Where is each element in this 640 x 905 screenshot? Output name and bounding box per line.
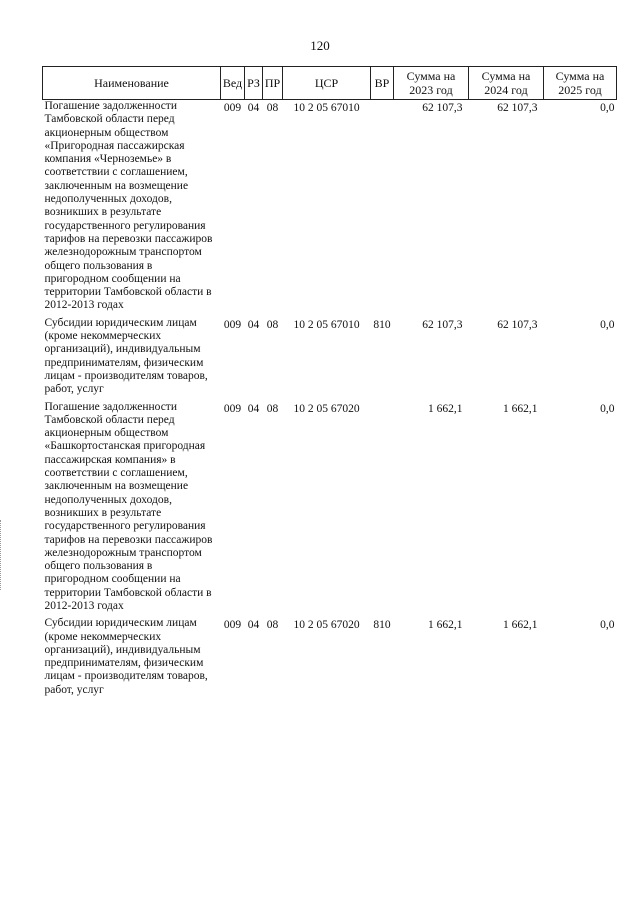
row-rz: 04	[247, 318, 260, 331]
row-name: Погашение задолженности Тамбовской области перед акционерным обществом «Башкортостанская пригородная пассажирская компания» в соответствии с соглашением, заключенным на возмещение недополученных доходов, возникших в результате государственного регулирования тарифов на перевозки пассажиров железнодорожным транспортом общего пользования в пригородном сообщении на территории Тамбовской области в 2012-2013 годах	[44, 400, 213, 612]
row-sum-2023: 1 662,1	[428, 619, 463, 632]
row-pr: 08	[266, 619, 279, 632]
row-csr: 10 2 05 67010	[293, 102, 360, 114]
row-sum-2023: 62 107,3	[422, 318, 463, 331]
row-ved: 009	[223, 318, 242, 331]
row-name: Погашение задолженности Тамбовской области перед акционерным обществом «Пригородная пассажирская компания «Черноземье» в соответствии с соглашением, заключенным на возмещение недополученных доходов, возникших в результате государственного регулирования тарифов на перевозки пассажиров железнодорожным транспортом общего пользования в пригородном сообщении на территории Тамбовской области в 2012-2013 годах	[44, 100, 213, 312]
row-ved: 009	[223, 102, 242, 114]
header-csr: ЦСР	[283, 67, 371, 100]
row-sum-2023: 1 662,1	[428, 402, 463, 415]
header-sum-2025: Сумма на 2025 год	[544, 67, 617, 100]
row-sum-2024: 1 662,1	[503, 619, 538, 632]
row-ved: 009	[223, 402, 242, 415]
row-sum-2023: 62 107,3	[422, 102, 463, 114]
row-csr: 10 2 05 67020	[293, 402, 360, 415]
row-rz: 04	[247, 402, 260, 415]
row-name: Субсидии юридическим лицам (кроме некоммерческих организаций), индивидуальным предпринимателям, физическим лицам - производителям товаров, работ, услуг	[44, 617, 208, 696]
row-sum-2025: 0,0	[600, 102, 615, 114]
row-rz: 04	[247, 619, 260, 632]
header-sum-2024: Сумма на 2024 год	[469, 67, 544, 100]
table-row	[43, 100, 617, 317]
row-sum-2024: 62 107,3	[497, 102, 538, 114]
header-sum-2023: Сумма на 2023 год	[394, 67, 469, 100]
row-sum-2024: 1 662,1	[503, 402, 538, 415]
row-sum-2025: 0,0	[600, 402, 615, 415]
table-row	[43, 401, 617, 618]
row-vr: 810	[373, 318, 391, 331]
row-pr: 08	[266, 402, 279, 415]
header-ved: Вед	[221, 67, 245, 100]
row-vr	[371, 100, 394, 317]
page-number: 120	[310, 38, 330, 53]
row-ved: 009	[223, 619, 242, 632]
row-csr: 10 2 05 67020	[293, 619, 360, 632]
header-rz: РЗ	[245, 67, 263, 100]
row-sum-2025: 0,0	[600, 318, 615, 331]
header-name: Наименование	[43, 67, 221, 100]
header-vr: ВР	[371, 67, 394, 100]
table-header-row	[43, 67, 617, 100]
row-csr: 10 2 05 67010	[293, 318, 360, 331]
header-pr: ПР	[263, 67, 283, 100]
row-vr	[371, 401, 394, 618]
row-vr: 810	[373, 619, 391, 632]
row-pr: 08	[266, 102, 279, 114]
row-pr: 08	[266, 318, 279, 331]
table-row	[43, 317, 617, 401]
row-rz: 04	[247, 102, 260, 114]
row-sum-2024: 62 107,3	[497, 318, 538, 331]
budget-table	[42, 66, 617, 701]
row-name: Субсидии юридическим лицам (кроме некоммерческих организаций), индивидуальным предпринимателям, физическим лицам - производителям товаров, работ, услуг	[44, 316, 208, 396]
row-sum-2025: 0,0	[600, 619, 615, 632]
margin-mark	[0, 520, 3, 590]
table-row	[43, 617, 617, 701]
